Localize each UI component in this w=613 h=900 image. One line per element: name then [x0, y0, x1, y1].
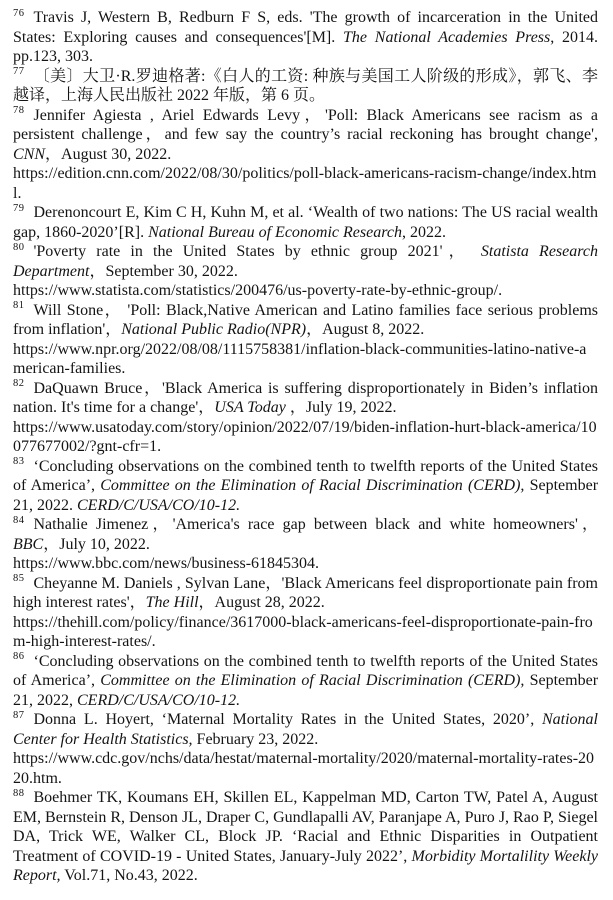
footnote-text: ，July 19, 2022.: [289, 399, 397, 416]
footnote-number: 79: [13, 202, 25, 214]
footnote-text: CERD/C/USA/CO/10-12.: [77, 496, 241, 514]
footnote-88: [13, 788, 598, 886]
footnote-79: [13, 203, 598, 242]
footnote-text: DaQuawn Bruce，'Black America is suffering disproportionately in Biden’s inflation nation. It's time for a change'，: [13, 379, 598, 416]
footnote-url: https://edition.cnn.com/2022/08/30/politics/poll-black-americans-racism-change/index.html.: [13, 165, 597, 202]
footnote-number: 88: [13, 787, 25, 799]
footnote-text: , 2014. pp.123, 303.: [13, 28, 599, 65]
footnote-number: 76: [13, 7, 25, 19]
footnote-text: The Hill: [145, 594, 199, 611]
footnote-text: , 2022.: [401, 223, 446, 241]
footnote-number: 87: [13, 709, 25, 721]
footnote-number: 80: [13, 241, 25, 253]
footnote-text: Travis J, Western B, Redburn F S, eds. 'The growth of incarceration in the United States: Exploring causes and consequences'[M].: [13, 9, 598, 46]
footnote-76: [13, 8, 598, 67]
footnote-list: [13, 8, 598, 886]
footnote-number: 81: [13, 300, 25, 312]
footnote-text: Morbidity Mortalility Weekly Report,: [13, 847, 599, 884]
footnote-text: BBC: [13, 535, 44, 553]
footnote-text: February 23, 2022.: [192, 730, 319, 748]
footnote-text: Statista Research Department: [13, 243, 598, 280]
footnote-text: Will Stone， 'Poll: Black,Native American and Latino families face serious problems from inflation'，: [13, 301, 598, 338]
footnote-text: ，September 30, 2022.: [89, 262, 238, 280]
footnote-text: Donna L. Hoyert, ‘Maternal Mortality Rates in the United States, 2020’,: [33, 711, 542, 728]
footnote-83: [13, 457, 598, 516]
footnote-text: 〔美〕大卫·R.罗迪格著:《白人的工资: 种族与美国工人阶级的形成》，郭飞、李越译，上海人民出版社 2022 年版，第 6 页。: [13, 67, 598, 104]
footnote-text: Jennifer Agiesta , Ariel Edwards Levy，'Poll: Black Americans see racism as a persistent challenge，and few say the country’s racial reckoning has brought change',: [13, 106, 598, 143]
footnote-85: [13, 574, 598, 652]
footnote-text: National Bureau of Economic Research: [148, 223, 402, 241]
footnote-text: September 21, 2022,: [13, 672, 599, 709]
footnote-text: Boehmer TK, Koumans EH, Skillen EL, Kappelman MD, Carton TW, Patel A, August EM, Bernstein R, Denson JL, Draper C, Gundlapalli AV, Paranjape A, Puro J, Rao P, Siegel DA, Trick WE, Walker CL, Block JP. ‘Racial and Ethnic Disparities in Outpatient Treatment of COVID-19 - United States, January-July 2022’,: [13, 789, 598, 865]
footnote-82: [13, 379, 598, 457]
footnote-number: 85: [13, 573, 25, 585]
footnote-text: Nathalie Jimenez，'America's race gap between black and white homeowners'，: [33, 516, 598, 533]
footnote-text: ‘Concluding observations on the combined tenth to twelfth reports of the United States of America’,: [13, 652, 598, 689]
footnote-text: The National Academies Press: [343, 28, 551, 46]
footnote-number: 86: [13, 651, 25, 663]
footnote-text: Derenoncourt E, Kim C H, Kuhn M, et al. ‘Wealth of two nations: The US racial wealth gap, 1860-2020’[R].: [13, 204, 598, 241]
footnote-text: ，July 10, 2022.: [43, 535, 150, 553]
footnote-number: 84: [13, 514, 25, 526]
footnote-text: National Public Radio(NPR): [121, 321, 307, 338]
footnote-number: 77: [13, 66, 25, 78]
footnote-text: CERD/C/USA/CO/10-12.: [77, 691, 241, 709]
footnote-text: 'Poverty rate in the United States by ethnic group 2021'，: [33, 243, 481, 260]
footnote-text: CNN: [13, 145, 46, 163]
footnote-86: [13, 652, 598, 711]
footnote-84: [13, 515, 598, 574]
footnote-text: Committee on the Elimination of Racial Discrimination (CERD),: [100, 477, 525, 494]
footnote-78: [13, 106, 598, 204]
footnote-text: Committee on the Elimination of Racial Discrimination (CERD),: [100, 672, 525, 689]
footnote-text: National Center for Health Statistics,: [13, 711, 598, 748]
footnote-text: ，August 8, 2022.: [306, 321, 425, 338]
footnote-text: September 21, 2022.: [13, 477, 599, 514]
footnote-text: ，August 30, 2022.: [45, 145, 172, 163]
footnote-number: 82: [13, 378, 25, 390]
footnote-text: ‘Concluding observations on the combined tenth to twelfth reports of the United States of America’,: [13, 457, 598, 494]
footnote-87: [13, 710, 598, 788]
footnote-number: 83: [13, 456, 25, 468]
footnote-80: [13, 242, 598, 301]
footnote-url: https://thehill.com/policy/finance/3617000-black-americans-feel-disproportionate-pain-from-high-interest-rates/.: [13, 613, 593, 650]
footnote-url: https://www.cdc.gov/nchs/data/hestat/maternal-mortality/2020/maternal-mortality-rates-2020.htm.: [13, 750, 595, 787]
footnote-text: Cheyanne M. Daniels , Sylvan Lane，'Black Americans feel disproportionate pain from high interest rates'，: [13, 574, 598, 611]
footnote-url: https://www.bbc.com/news/business-61845304.: [13, 555, 320, 572]
footnote-text: USA Today: [214, 399, 290, 416]
footnote-text: ，August 28, 2022.: [198, 594, 325, 611]
footnote-81: [13, 301, 598, 379]
footnote-number: 78: [13, 105, 25, 117]
footnote-url: https://www.usatoday.com/story/opinion/2022/07/19/biden-inflation-hurt-black-america/10077677002/?gnt-cfr=1.: [13, 418, 597, 455]
footnote-url: https://www.npr.org/2022/08/08/1115758381/inflation-black-communities-latino-native-american-families.: [13, 340, 587, 377]
footnote-77: [13, 67, 598, 106]
footnote-text: Vol.71, No.43, 2022.: [60, 867, 198, 884]
footnote-url: https://www.statista.com/statistics/200476/us-poverty-rate-by-ethnic-group/.: [13, 282, 503, 299]
